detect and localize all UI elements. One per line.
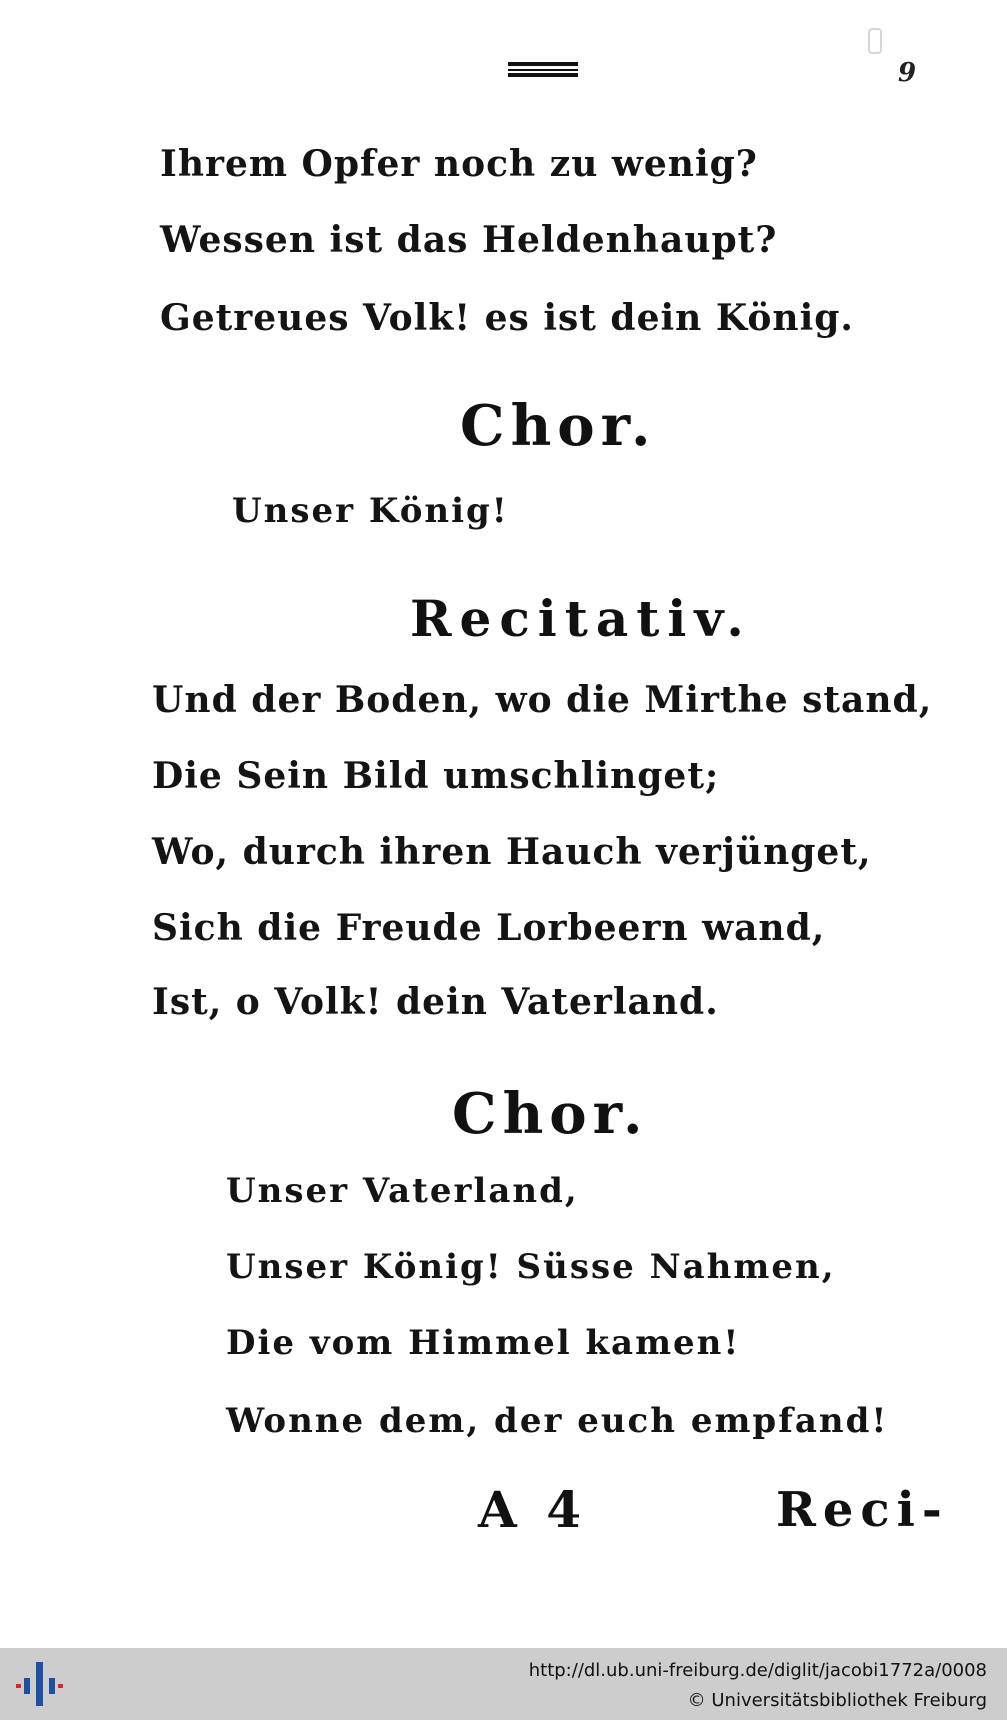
source-url-link[interactable]: http://dl.ub.uni-freiburg.de/diglit/jacobi1772a/0008	[528, 1660, 987, 1681]
chor-line: Unser Vaterland,	[226, 1171, 579, 1211]
chor-line: Unser König!	[232, 491, 509, 531]
verse-line: Und der Boden, wo die Mirthe stand,	[152, 679, 933, 721]
catchword: Reci-	[776, 1482, 949, 1538]
verse-line: Die Sein Bild umschlinget;	[152, 755, 720, 797]
verse-line: Wo, durch ihren Hauch verjünget,	[152, 831, 872, 873]
footer-bar	[0, 1648, 1007, 1720]
page-corner-mark: 9	[898, 58, 917, 88]
header-rule-ornament	[508, 62, 578, 78]
chor-heading: Chor.	[452, 1081, 649, 1147]
chor-line: Wonne dem, der euch empfand!	[226, 1401, 889, 1441]
recitativ-heading: Recitativ.	[410, 589, 752, 648]
verse-line: Getreues Volk! es ist dein König.	[160, 297, 854, 339]
copyright-text: © Universitätsbibliothek Freiburg	[687, 1690, 987, 1711]
verse-line: Wessen ist das Heldenhaupt?	[160, 219, 778, 261]
verse-line: Ist, o Volk! dein Vaterland.	[152, 981, 719, 1023]
verse-line: Ihrem Opfer noch zu wenig?	[160, 143, 758, 185]
chor-line: Unser König! Süsse Nahmen,	[226, 1247, 836, 1287]
verse-line: Sich die Freude Lorbeern wand,	[152, 907, 826, 949]
signature-mark: A 4	[478, 1480, 587, 1539]
chor-line: Die vom Himmel kamen!	[226, 1323, 741, 1363]
chor-heading: Chor.	[460, 393, 657, 459]
paper-speck	[868, 28, 882, 54]
library-logo-icon[interactable]	[14, 1658, 66, 1710]
